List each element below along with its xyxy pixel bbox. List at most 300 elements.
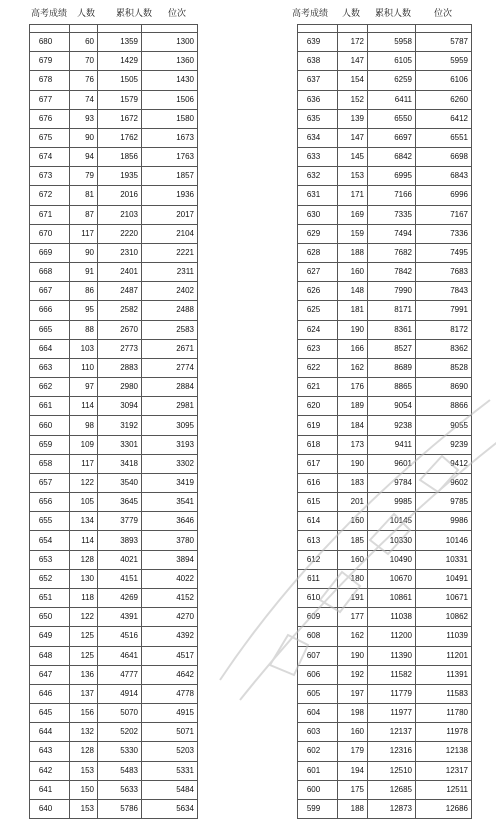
count-cell: 191 — [338, 588, 368, 607]
rank-cell: 11201 — [416, 646, 472, 665]
score-cell: 648 — [30, 646, 70, 665]
table-row — [298, 493, 472, 512]
table-row — [30, 723, 198, 742]
cumulative-cell: 8171 — [368, 301, 416, 320]
table-row — [298, 608, 472, 627]
cumulative-cell: 4021 — [98, 550, 142, 569]
cumulative-cell: 5070 — [98, 704, 142, 723]
rank-cell: 2981 — [142, 397, 198, 416]
count-cell: 160 — [338, 512, 368, 531]
table-row — [30, 665, 198, 684]
score-cell: 664 — [30, 339, 70, 358]
cumulative-cell: 3645 — [98, 493, 142, 512]
score-cell: 671 — [30, 205, 70, 224]
rank-cell: 9239 — [416, 435, 472, 454]
count-cell: 176 — [338, 378, 368, 397]
score-cell: 636 — [298, 90, 338, 109]
cumulative-cell: 4151 — [98, 569, 142, 588]
cumulative-cell: 11038 — [368, 608, 416, 627]
table-row — [298, 550, 472, 569]
rank-cell: 7495 — [416, 243, 472, 262]
score-cell: 672 — [30, 186, 70, 205]
cumulative-cell: 9784 — [368, 473, 416, 492]
rank-cell: 10146 — [416, 531, 472, 550]
cumulative-cell: 10145 — [368, 512, 416, 531]
table-row — [298, 205, 472, 224]
count-cell: 103 — [70, 339, 98, 358]
rank-cell: 1430 — [142, 71, 198, 90]
score-cell: 662 — [30, 378, 70, 397]
rank-cell: 10331 — [416, 550, 472, 569]
rank-cell: 2311 — [142, 263, 198, 282]
table-row — [30, 301, 198, 320]
cumulative-cell: 9601 — [368, 454, 416, 473]
count-cell: 194 — [338, 761, 368, 780]
table-row — [298, 301, 472, 320]
table-row — [30, 378, 198, 397]
count-cell: 93 — [70, 109, 98, 128]
score-cell: 655 — [30, 512, 70, 531]
count-cell: 90 — [70, 128, 98, 147]
rank-cell: 4392 — [142, 627, 198, 646]
cumulative-cell: 2980 — [98, 378, 142, 397]
spacer-cell — [368, 25, 416, 33]
rank-cell: 1580 — [142, 109, 198, 128]
cumulative-cell: 4641 — [98, 646, 142, 665]
table-row — [298, 799, 472, 818]
count-cell: 97 — [70, 378, 98, 397]
score-cell: 609 — [298, 608, 338, 627]
table-row — [30, 339, 198, 358]
header-count: 人数 — [76, 7, 95, 18]
count-cell: 180 — [338, 569, 368, 588]
count-cell: 190 — [338, 646, 368, 665]
table-row — [30, 684, 198, 703]
spacer-cell — [298, 25, 338, 33]
cumulative-cell: 6697 — [368, 128, 416, 147]
table-row — [30, 550, 198, 569]
cumulative-cell: 11779 — [368, 684, 416, 703]
score-cell: 616 — [298, 473, 338, 492]
score-cell: 651 — [30, 588, 70, 607]
rank-cell: 5484 — [142, 780, 198, 799]
table-row — [30, 52, 198, 71]
table-row — [298, 704, 472, 723]
cumulative-cell: 6995 — [368, 167, 416, 186]
score-cell: 677 — [30, 90, 70, 109]
score-cell: 670 — [30, 224, 70, 243]
count-cell: 114 — [70, 531, 98, 550]
score-cell: 611 — [298, 569, 338, 588]
rank-cell: 5959 — [416, 52, 472, 71]
table-row — [298, 358, 472, 377]
table-row — [30, 588, 198, 607]
cumulative-cell: 9985 — [368, 493, 416, 512]
count-cell: 179 — [338, 742, 368, 761]
cumulative-cell: 3893 — [98, 531, 142, 550]
count-cell: 152 — [338, 90, 368, 109]
table-row — [30, 473, 198, 492]
table-row — [30, 761, 198, 780]
spacer-cell — [416, 25, 472, 33]
cumulative-cell: 11200 — [368, 627, 416, 646]
count-cell: 177 — [338, 608, 368, 627]
count-cell: 136 — [70, 665, 98, 684]
cumulative-cell: 2670 — [98, 320, 142, 339]
score-cell: 638 — [298, 52, 338, 71]
score-cell: 622 — [298, 358, 338, 377]
table-row — [30, 109, 198, 128]
rank-cell: 3780 — [142, 531, 198, 550]
rank-cell: 5071 — [142, 723, 198, 742]
score-cell: 679 — [30, 52, 70, 71]
rank-cell: 2402 — [142, 282, 198, 301]
score-table-right — [297, 24, 472, 819]
score-cell: 602 — [298, 742, 338, 761]
rank-cell: 8690 — [416, 378, 472, 397]
cumulative-cell: 8865 — [368, 378, 416, 397]
cumulative-cell: 1579 — [98, 90, 142, 109]
count-cell: 189 — [338, 397, 368, 416]
score-cell: 627 — [298, 263, 338, 282]
count-cell: 159 — [338, 224, 368, 243]
rank-cell: 6996 — [416, 186, 472, 205]
count-cell: 201 — [338, 493, 368, 512]
cumulative-cell: 12510 — [368, 761, 416, 780]
rank-cell: 9412 — [416, 454, 472, 473]
table-row — [30, 435, 198, 454]
table-row — [298, 512, 472, 531]
rank-cell: 8866 — [416, 397, 472, 416]
cumulative-cell: 4777 — [98, 665, 142, 684]
rank-cell: 12317 — [416, 761, 472, 780]
table-row — [298, 531, 472, 550]
table-row — [298, 454, 472, 473]
cumulative-cell: 2310 — [98, 243, 142, 262]
spacer-cell — [98, 25, 142, 33]
rank-cell: 1300 — [142, 33, 198, 52]
rank-cell: 2583 — [142, 320, 198, 339]
count-cell: 185 — [338, 531, 368, 550]
cumulative-cell: 1856 — [98, 148, 142, 167]
count-cell: 188 — [338, 243, 368, 262]
cumulative-cell: 1762 — [98, 128, 142, 147]
score-cell: 624 — [298, 320, 338, 339]
score-cell: 642 — [30, 761, 70, 780]
cumulative-cell: 12685 — [368, 780, 416, 799]
score-cell: 650 — [30, 608, 70, 627]
table-row — [298, 224, 472, 243]
table-row — [298, 588, 472, 607]
cumulative-cell: 3301 — [98, 435, 142, 454]
score-cell: 667 — [30, 282, 70, 301]
table-row — [30, 148, 198, 167]
table-row — [298, 128, 472, 147]
score-cell: 646 — [30, 684, 70, 703]
spacer-cell — [142, 25, 198, 33]
table-row — [30, 90, 198, 109]
left-header — [29, 4, 197, 20]
table-row — [298, 167, 472, 186]
count-cell: 190 — [338, 320, 368, 339]
rank-cell: 4778 — [142, 684, 198, 703]
cumulative-cell: 9054 — [368, 397, 416, 416]
score-cell: 613 — [298, 531, 338, 550]
header-rank: 位次 — [167, 7, 186, 18]
count-cell: 91 — [70, 263, 98, 282]
rank-cell: 3193 — [142, 435, 198, 454]
cumulative-cell: 12873 — [368, 799, 416, 818]
rank-cell: 5331 — [142, 761, 198, 780]
rank-cell: 9986 — [416, 512, 472, 531]
count-cell: 145 — [338, 148, 368, 167]
table-row — [298, 339, 472, 358]
rank-cell: 2221 — [142, 243, 198, 262]
count-cell: 150 — [70, 780, 98, 799]
table-row — [298, 742, 472, 761]
count-cell: 139 — [338, 109, 368, 128]
cumulative-cell: 1935 — [98, 167, 142, 186]
rank-cell: 9785 — [416, 493, 472, 512]
cumulative-cell: 6259 — [368, 71, 416, 90]
rank-cell: 4270 — [142, 608, 198, 627]
count-cell: 137 — [70, 684, 98, 703]
score-cell: 674 — [30, 148, 70, 167]
header-score: 高考成绩 — [291, 7, 328, 18]
rank-cell: 3302 — [142, 454, 198, 473]
cumulative-cell: 7166 — [368, 186, 416, 205]
table-row — [30, 243, 198, 262]
count-cell: 105 — [70, 493, 98, 512]
rank-cell: 5787 — [416, 33, 472, 52]
score-cell: 630 — [298, 205, 338, 224]
score-cell: 626 — [298, 282, 338, 301]
score-cell: 649 — [30, 627, 70, 646]
cumulative-cell: 5786 — [98, 799, 142, 818]
score-cell: 604 — [298, 704, 338, 723]
table-row — [30, 454, 198, 473]
table-row — [30, 780, 198, 799]
cumulative-cell: 6550 — [368, 109, 416, 128]
rank-cell: 4022 — [142, 569, 198, 588]
table-row — [298, 780, 472, 799]
cumulative-cell: 2487 — [98, 282, 142, 301]
cumulative-cell: 2883 — [98, 358, 142, 377]
table-row — [298, 33, 472, 52]
rank-cell: 6260 — [416, 90, 472, 109]
table-row — [298, 569, 472, 588]
cumulative-cell: 1672 — [98, 109, 142, 128]
score-cell: 644 — [30, 723, 70, 742]
cumulative-cell: 7335 — [368, 205, 416, 224]
cumulative-cell: 10330 — [368, 531, 416, 550]
count-cell: 175 — [338, 780, 368, 799]
rank-cell: 3646 — [142, 512, 198, 531]
score-cell: 612 — [298, 550, 338, 569]
table-row — [298, 320, 472, 339]
rank-cell: 1506 — [142, 90, 198, 109]
score-cell: 614 — [298, 512, 338, 531]
cumulative-cell: 10490 — [368, 550, 416, 569]
rank-cell: 4152 — [142, 588, 198, 607]
count-cell: 188 — [338, 799, 368, 818]
rank-cell: 3095 — [142, 416, 198, 435]
score-cell: 631 — [298, 186, 338, 205]
count-cell: 128 — [70, 742, 98, 761]
rank-cell: 1763 — [142, 148, 198, 167]
count-cell: 114 — [70, 397, 98, 416]
score-cell: 654 — [30, 531, 70, 550]
score-cell: 675 — [30, 128, 70, 147]
rank-cell: 6412 — [416, 109, 472, 128]
table-row — [30, 397, 198, 416]
score-cell: 623 — [298, 339, 338, 358]
score-cell: 660 — [30, 416, 70, 435]
score-cell: 600 — [298, 780, 338, 799]
rank-cell: 12686 — [416, 799, 472, 818]
count-cell: 162 — [338, 358, 368, 377]
score-cell: 653 — [30, 550, 70, 569]
header-cumulative: 累积人数 — [374, 7, 411, 18]
cumulative-cell: 11582 — [368, 665, 416, 684]
score-cell: 619 — [298, 416, 338, 435]
cumulative-cell: 3192 — [98, 416, 142, 435]
cumulative-cell: 11390 — [368, 646, 416, 665]
count-cell: 117 — [70, 224, 98, 243]
table-row — [30, 71, 198, 90]
count-cell: 184 — [338, 416, 368, 435]
score-cell: 637 — [298, 71, 338, 90]
cumulative-cell: 2582 — [98, 301, 142, 320]
count-cell: 76 — [70, 71, 98, 90]
table-row — [298, 263, 472, 282]
cumulative-cell: 8527 — [368, 339, 416, 358]
cumulative-cell: 9238 — [368, 416, 416, 435]
rank-cell: 7843 — [416, 282, 472, 301]
table-row — [298, 416, 472, 435]
cumulative-cell: 2401 — [98, 263, 142, 282]
score-cell: 647 — [30, 665, 70, 684]
cumulative-cell: 12137 — [368, 723, 416, 742]
score-cell: 665 — [30, 320, 70, 339]
cumulative-cell: 6411 — [368, 90, 416, 109]
count-cell: 147 — [338, 52, 368, 71]
count-cell: 125 — [70, 627, 98, 646]
cumulative-cell: 5958 — [368, 33, 416, 52]
rank-cell: 4642 — [142, 665, 198, 684]
rank-cell: 8172 — [416, 320, 472, 339]
rank-cell: 12511 — [416, 780, 472, 799]
score-cell: 676 — [30, 109, 70, 128]
rank-cell: 2671 — [142, 339, 198, 358]
table-row — [298, 761, 472, 780]
rank-cell: 11391 — [416, 665, 472, 684]
cumulative-cell: 2016 — [98, 186, 142, 205]
table-row — [298, 243, 472, 262]
score-cell: 668 — [30, 263, 70, 282]
rank-cell: 2104 — [142, 224, 198, 243]
score-cell: 652 — [30, 569, 70, 588]
rank-cell: 6698 — [416, 148, 472, 167]
rank-cell: 8528 — [416, 358, 472, 377]
count-cell: 70 — [70, 52, 98, 71]
rank-cell: 3894 — [142, 550, 198, 569]
rank-cell: 1360 — [142, 52, 198, 71]
spacer-cell — [70, 25, 98, 33]
score-cell: 607 — [298, 646, 338, 665]
cumulative-cell: 7990 — [368, 282, 416, 301]
table-row — [298, 723, 472, 742]
cumulative-cell: 6842 — [368, 148, 416, 167]
count-cell: 90 — [70, 243, 98, 262]
rank-cell: 11978 — [416, 723, 472, 742]
right-header — [290, 4, 470, 20]
count-cell: 122 — [70, 473, 98, 492]
count-cell: 181 — [338, 301, 368, 320]
score-cell: 617 — [298, 454, 338, 473]
count-cell: 79 — [70, 167, 98, 186]
table-row — [30, 742, 198, 761]
table-row — [30, 263, 198, 282]
cumulative-cell: 10861 — [368, 588, 416, 607]
rank-cell: 1857 — [142, 167, 198, 186]
table-row — [30, 205, 198, 224]
rank-cell: 1673 — [142, 128, 198, 147]
spacer-row — [298, 25, 472, 33]
table-row — [298, 378, 472, 397]
rank-cell: 6106 — [416, 71, 472, 90]
score-cell: 633 — [298, 148, 338, 167]
table-row — [30, 569, 198, 588]
count-cell: 128 — [70, 550, 98, 569]
table-row — [298, 473, 472, 492]
spacer-cell — [30, 25, 70, 33]
score-cell: 661 — [30, 397, 70, 416]
score-cell: 610 — [298, 588, 338, 607]
cumulative-cell: 2103 — [98, 205, 142, 224]
table-row — [298, 665, 472, 684]
score-cell: 666 — [30, 301, 70, 320]
count-cell: 198 — [338, 704, 368, 723]
table-row — [30, 531, 198, 550]
rank-cell: 7683 — [416, 263, 472, 282]
count-cell: 130 — [70, 569, 98, 588]
cumulative-cell: 3779 — [98, 512, 142, 531]
count-cell: 88 — [70, 320, 98, 339]
cumulative-cell: 2773 — [98, 339, 142, 358]
rank-cell: 5203 — [142, 742, 198, 761]
rank-cell: 6551 — [416, 128, 472, 147]
cumulative-cell: 10670 — [368, 569, 416, 588]
count-cell: 134 — [70, 512, 98, 531]
count-cell: 160 — [338, 723, 368, 742]
rank-cell: 11583 — [416, 684, 472, 703]
cumulative-cell: 5483 — [98, 761, 142, 780]
table-row — [298, 684, 472, 703]
rank-cell: 8362 — [416, 339, 472, 358]
rank-cell: 2488 — [142, 301, 198, 320]
score-cell: 678 — [30, 71, 70, 90]
table-row — [298, 71, 472, 90]
count-cell: 87 — [70, 205, 98, 224]
table-row — [30, 416, 198, 435]
count-cell: 147 — [338, 128, 368, 147]
table-row — [298, 627, 472, 646]
count-cell: 172 — [338, 33, 368, 52]
count-cell: 117 — [70, 454, 98, 473]
table-row — [298, 397, 472, 416]
spacer-row — [30, 25, 198, 33]
